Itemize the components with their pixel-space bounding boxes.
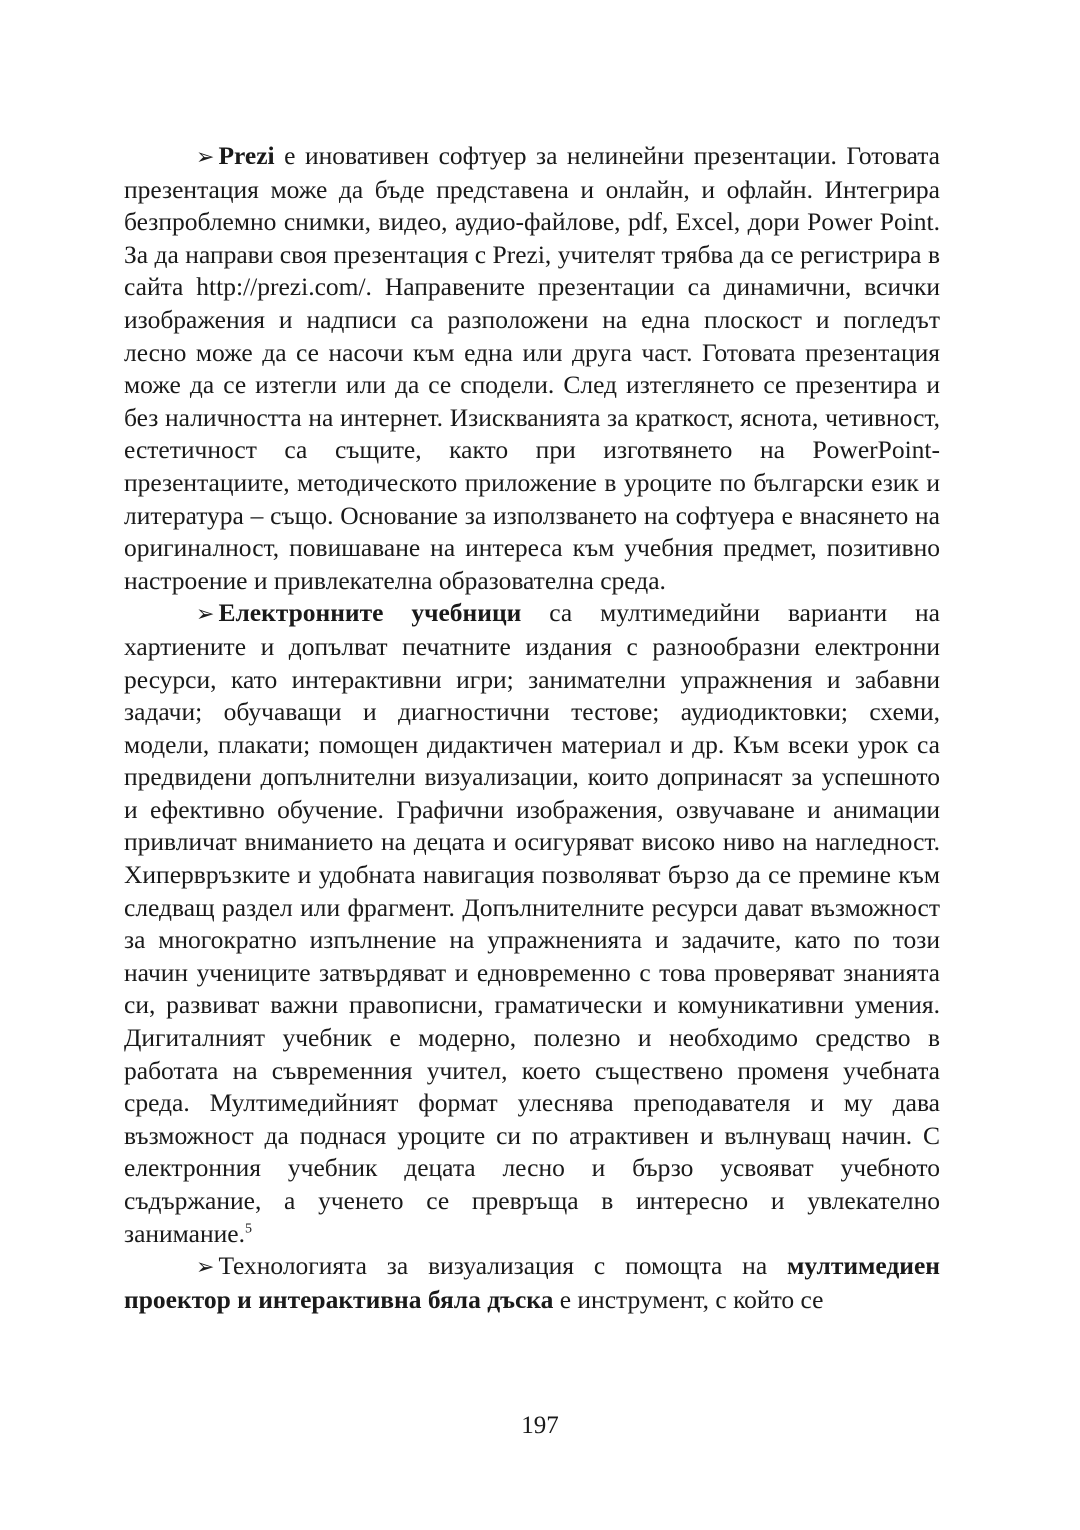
footnote-ref: 5 — [244, 1221, 252, 1237]
term-prezi: Prezi — [218, 141, 275, 170]
paragraph-projector — [124, 1250, 940, 1316]
term-e-textbooks: Електронните учебници — [218, 598, 522, 628]
paragraph-projector-text: е инструмент, с който се — [553, 1284, 824, 1314]
page-number: 197 — [521, 1412, 559, 1439]
paragraph-projector-lead: Технологията за визуализация с помощта на — [218, 1251, 788, 1281]
paragraph-prezi-text: е иновативен софтуер за нелинейни презентации. Готовата презентация може да бъде представена и онлайн, и офлайн. Интегрира безпроблемно снимки, видео, аудио-файлове, pdf, Excel, дори Power Point. За да направи своя презентация с Prezi, учителят трябва да се регистрира в сайта http://prezi.com/. Направените презентации са динамични, всички изображения и надписи са разположени на една плоскост и погледът лесно може да се насочи към една или друга част. Готовата презентация може да се изтегли или да се сподели. След изтеглянето се презентира и без наличността на интернет. Изискванията за краткост, яснота, четивност, естетичност са същите, както при изготвянето на PowerPoint-презентациите, методическото приложение в уроците по български език и литература – също. Основание за използването на софтуера е внасянето на оригиналност, повишаване на интереса към учебния предмет, позитивно настроение и привлекателна образователна среда. — [124, 141, 940, 595]
arrow-bullet-icon: ➢ — [196, 1254, 215, 1280]
body-text — [124, 140, 940, 1316]
paragraph-prezi — [124, 140, 940, 597]
term-projector-whiteboard: мултимедиен проектор и интерактивна бяла дъска — [124, 1251, 940, 1314]
arrow-bullet-icon: ➢ — [196, 144, 215, 169]
arrow-bullet-icon: ➢ — [196, 601, 215, 627]
paragraph-e-textbooks-text: са мултимедийни варианти на хартиените и допълват печатните издания с разнообразни електронни ресурси, като интерактивни игри; занимателни упражнения и забавни задачи; обучаващи и диагностични тестове; аудиодиктовки; схеми, модели, плакати; помощен дидактичен материал и др. Към всеки урок са предвидени допълнителни визуализации, които допринасят за успешното и ефективно обучение. Графични изображения, озвучаване и анимации привличат вниманието на децата и осигуряват високо ниво на нагледност. Хипервръзките и удобната навигация позволяват бързо да се премине към следващ раздел или фрагмент. Допълнителните ресурси дават възможност за многократно изпълнение на упражненията и задачите, като по този начин учениците затвърдяват и едновременно с това проверяват знанията си, развиват важни правописни, граматически и комуникативни умения. Дигиталният учебник е модерно, полезно и необходимо средство в работата на съвременния учител, което съществено променя учебната среда. Мултимедийният формат улеснява преподавателя и му дава възможност да поднася уроците си по атрактивен и вълнуващ начин. С електронния учебник децата лесно и бързо усвояват учебното съдържание, а ученето се превръща в интересно и увлекателно занимание. — [124, 598, 940, 1248]
paragraph-e-textbooks — [124, 597, 940, 1250]
